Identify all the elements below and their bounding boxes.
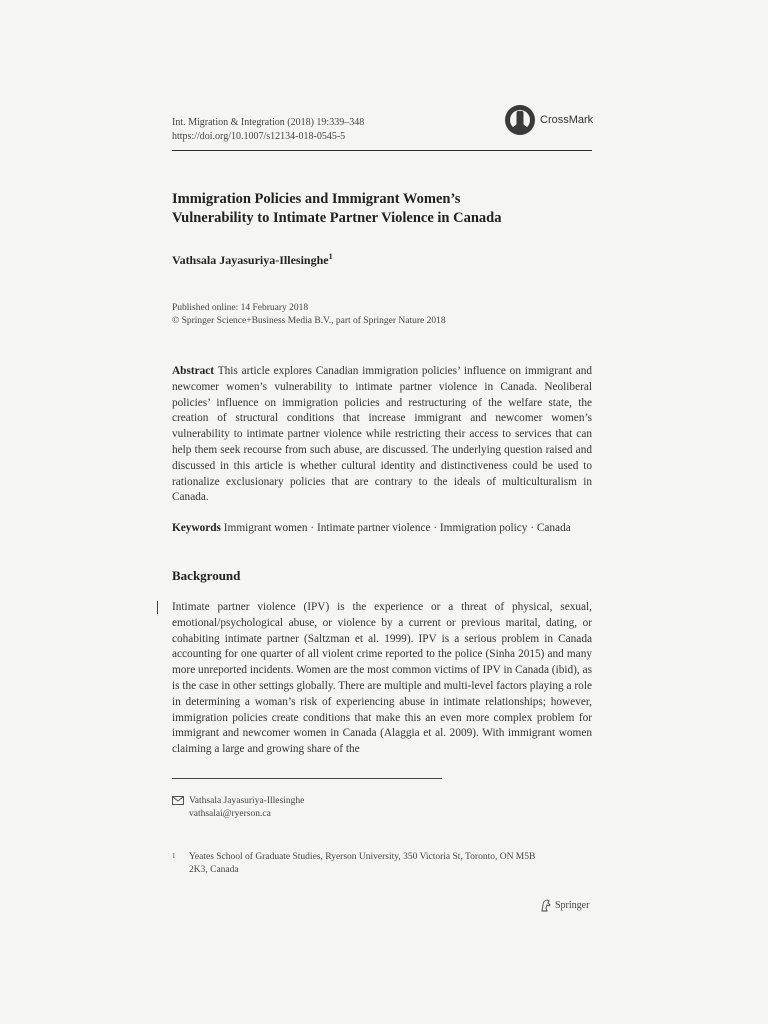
crossmark-badge[interactable]: [504, 104, 593, 136]
contact-name: Vathsala Jayasuriya-Illesinghe: [189, 796, 305, 806]
doi-link[interactable]: https://doi.org/10.1007/s12134-018-0545-5: [172, 131, 346, 142]
keywords: [172, 521, 592, 537]
crossmark-icon: [504, 104, 536, 136]
journal-citation: Int. Migration & Integration (2018) 19:339–348: [172, 117, 365, 128]
published-date: Published online: 14 February 2018: [172, 303, 309, 313]
article-title: [172, 190, 602, 228]
author-affiliation-mark: 1: [328, 252, 333, 261]
author-name-text: Vathsala Jayasuriya-Illesinghe: [172, 253, 329, 267]
crossmark-label: CrossMark: [540, 114, 594, 126]
section-heading-background: Background: [172, 568, 241, 583]
affiliation-mark: 1: [172, 852, 176, 860]
keywords-text: Immigrant women · Intimate partner violence · Immigration policy · Canada: [223, 522, 571, 534]
footnote-divider: [172, 778, 442, 779]
abstract-text: This article explores Canadian immigration policies’ influence on immigrant and newcomer women’s vulnerability to intimate partner violence in Canada. Neoliberal policies’ influence on immigration policies and restructuring of the welfare state, the creation of structural conditions that increase immigrant and newcomer women’s vulnerability to intimate partner violence while restricting their access to services that can help them seek recourse from such abuse, are discussed. The underlying question raised and discussed in this article is whether cultural identity and distinctiveness could be used to rationalize exclusionary policies that are contrary to the ideals of multiculturalism in Canada.: [172, 365, 593, 504]
header-divider: [172, 150, 592, 151]
keywords-label: Keywords: [172, 522, 221, 534]
springer-logo: [540, 899, 589, 912]
background-paragraph: Intimate partner violence (IPV) is the experience or a threat of physical, sexual, emotional/psychological abuse, or violence by a current or previous marital, dating, or cohabiting intimate partner (Saltzman et al. 1999). IPV is a serious problem in Canada accounting for one quarter of all violent crime reported to the police (Sinha 2015) and many more unreported incidents. Women are the most common victims of IPV in Canada (ibid), as is the case in other settings globally. There are multiple and multi-level factors playing a role in determining a woman’s risk of experiencing abuse in intimate relationships; however, immigration policies create conditions that make this an even more complex problem for immigrant and newcomer women in Canada (Alaggia et al. 2009). With immigrant women claiming a large and growing share of the: [172, 601, 592, 756]
springer-horse-icon: [540, 899, 552, 912]
title-line-1: Immigration Policies and Immigrant Women’s: [172, 191, 461, 207]
title-line-2: Vulnerability to Intimate Partner Violence in Canada: [172, 210, 502, 226]
springer-name: Springer: [555, 900, 590, 911]
affiliation-line-1: Yeates School of Graduate Studies, Ryerson University, 350 Victoria St, Toronto, ON M5B: [189, 852, 536, 862]
copyright-line: © Springer Science+Business Media B.V., part of Springer Nature 2018: [172, 316, 446, 326]
email-icon: [172, 796, 184, 810]
affiliation-line-2: 2K3, Canada: [189, 865, 239, 875]
author-name: [172, 252, 333, 268]
abstract-label: Abstract: [172, 365, 215, 377]
abstract: [172, 364, 592, 506]
contact-email[interactable]: vathsalai@ryerson.ca: [189, 809, 271, 819]
margin-mark: [157, 601, 158, 614]
